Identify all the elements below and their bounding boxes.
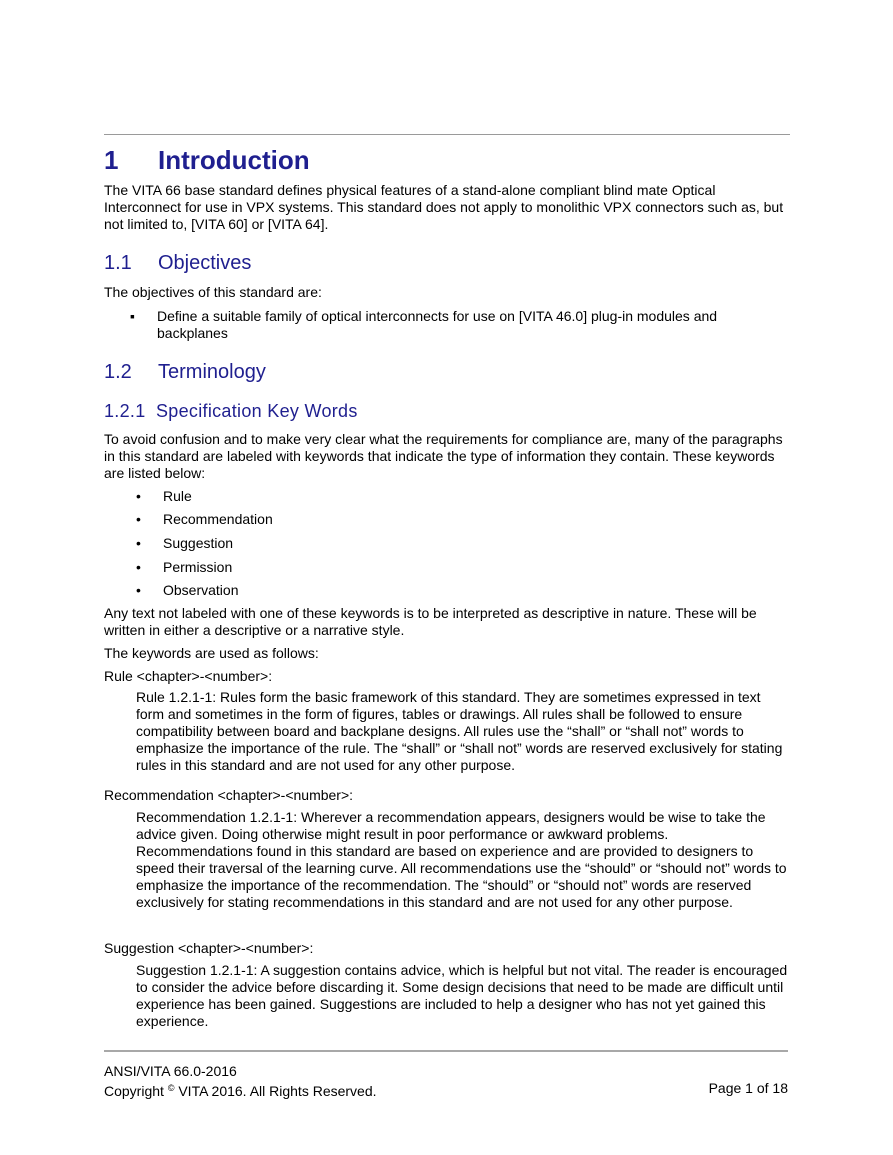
heading-key-words (104, 400, 358, 422)
keyword-text: Permission (163, 559, 233, 575)
footer-page-number: Page 1 of 18 (708, 1080, 788, 1096)
heading-title: Specification Key Words (156, 401, 358, 421)
copyright-prefix: Copyright (104, 1083, 164, 1099)
square-bullet-icon: ▪ (130, 308, 135, 324)
heading-title: Terminology (158, 361, 266, 383)
keyword-text: Observation (163, 582, 239, 598)
recommendation-label: Recommendation <chapter>-<number>: (104, 787, 354, 803)
bottom-divider (104, 1050, 788, 1052)
heading-objectives (104, 251, 251, 275)
rule-text: Rule 1.2.1-1: Rules form the basic framework of this standard. They are sometimes expressed in text form and sometimes in the form of figures, tables or drawings. All rules shall be followed to ensure compatibility between board and backplane designs. All rules use the “shall” or “shall not” words to emphasize the importance of the rule. The “shall” or “shall not” words are reserved exclusively for stating rules in this standard and are not used for any other purpose. (136, 689, 783, 773)
recommendation-text: Recommendation 1.2.1-1: Wherever a recommendation appears, designers would be wise to take the advice given. Doing otherwise might result in poor performance or awkward problems. Recommendations found in this standard are based on experience and are provided to designers to speed their traversal of the learning curve. All recommendations use the “should” or “should not” words to emphasize the importance of the recommendation. The “should” or “should not” words are reserved exclusively for stating recommendations in this standard and are not used for any other purpose. (136, 809, 787, 910)
dot-bullet-icon: • (136, 535, 141, 551)
dot-bullet-icon: • (136, 511, 141, 527)
list-item-text: Define a suitable family of optical interconnects for use on [VITA 46.0] plug-in modules and backplanes (157, 308, 718, 341)
heading-terminology (104, 360, 266, 384)
copyright-text: VITA 2016. All Rights Reserved. (178, 1083, 377, 1099)
descriptive-note: Any text not labeled with one of these keywords is to be interpreted as descriptive in nature. These will be written in either a descriptive or a narrative style. (104, 605, 757, 638)
heading-number: 1.1 (104, 252, 132, 274)
dot-bullet-icon: • (136, 488, 141, 504)
heading-title: Introduction (158, 145, 310, 175)
heading-title: Objectives (158, 252, 252, 274)
suggestion-label: Suggestion <chapter>-<number>: (104, 940, 314, 956)
rule-label: Rule <chapter>-<number>: (104, 668, 273, 684)
usage-line: The keywords are used as follows: (104, 645, 319, 661)
top-divider (104, 134, 790, 135)
heading-number: 1.2.1 (104, 401, 146, 421)
intro-paragraph: The VITA 66 base standard defines physical features of a stand-alone compliant blind mate Optical Interconnect for use in VPX systems. This standard does not apply to monolithic VPX connectors such as, but not limited to, [VITA 60] or [VITA 64]. (104, 182, 784, 232)
heading-introduction (104, 144, 310, 176)
dot-bullet-icon: • (136, 582, 141, 598)
footer-copyright (104, 1080, 377, 1100)
keyword-text: Recommendation (163, 511, 273, 527)
heading-number: 1.2 (104, 361, 132, 383)
suggestion-text: Suggestion 1.2.1-1: A suggestion contains advice, which is helpful but not vital. The reader is encouraged to consider the advice before discarding it. Some design decisions that need to be made are difficult until experience has been gained. Suggestions are included to help a designer who has not yet gained this experience. (136, 962, 788, 1029)
key-words-lead: To avoid confusion and to make very clear what the requirements for compliance are, many of the paragraphs in this standard are labeled with keywords that indicate the type of information they contain. These keywords are listed below: (104, 431, 783, 481)
dot-bullet-icon: • (136, 559, 141, 575)
objectives-lead: The objectives of this standard are: (104, 284, 322, 300)
copyright-symbol: © (167, 1083, 175, 1093)
keyword-text: Rule (163, 488, 192, 504)
footer-doc-id: ANSI/VITA 66.0-2016 (104, 1063, 237, 1079)
heading-number: 1 (104, 145, 119, 175)
keyword-text: Suggestion (163, 535, 234, 551)
